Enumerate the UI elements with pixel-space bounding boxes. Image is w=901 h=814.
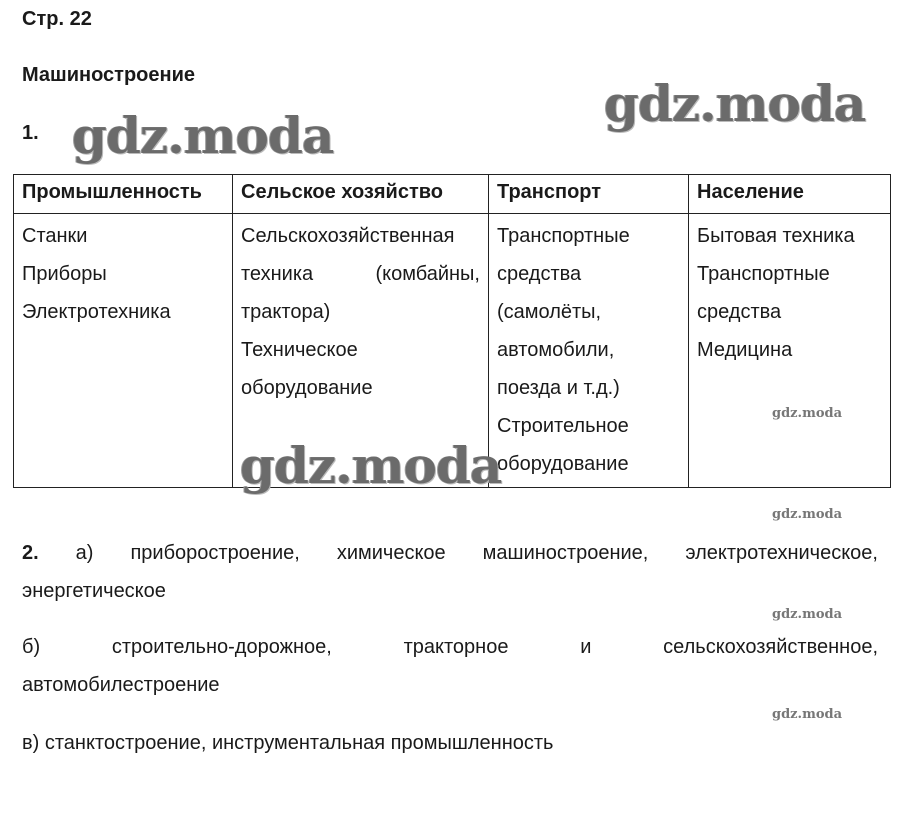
cell-line: средства [497,263,582,285]
cell-line: Строительное [497,415,629,437]
watermark-logo: gdz.moda [240,436,502,495]
column-header: Сельское хозяйство [233,175,489,214]
task-2-number: 2. [22,542,39,564]
column-header: Население [689,175,891,214]
cell-word: (комбайны, [375,263,480,285]
cell-line: средства [697,301,782,323]
cell-population [689,214,891,488]
cell-line: автомобили, [497,339,615,361]
cell-line: трактора) [241,301,331,323]
table-header-row [14,175,891,214]
cell-line: Бытовая техника [697,225,855,247]
watermark-small: gdz.moda [772,507,843,522]
answer-word: машиностроение, [482,542,649,564]
cell-word: техника [241,263,314,285]
page-number: Стр. 22 [22,8,92,30]
cell-transport [489,214,689,488]
watermark-small: gdz.moda [772,406,843,421]
cell-line: (самолёты, [497,301,602,323]
answer-word: и [580,636,592,658]
cell-line: Техническое [241,339,358,361]
answer-2b-line1 [22,628,878,666]
task-1-number: 1. [22,122,39,144]
cell-line: Электротехника [22,301,171,323]
answer-word: химическое [336,542,446,564]
cell-line: Медицина [697,339,793,361]
cell-line: Транспортные [497,225,630,247]
answer-word: сельскохозяйственное, [663,636,878,658]
cell-line: Сельскохозяйственная [241,225,455,247]
answer-2a-line1 [22,534,878,572]
answer-2a-line2: энергетическое [22,580,166,602]
watermark-logo: gdz.moda [604,74,866,133]
cell-line: Приборы [22,263,107,285]
answer-word: электротехническое, [685,542,878,564]
cell-line: Транспортные [697,263,830,285]
watermark-small: gdz.moda [772,707,843,722]
section-heading: Машиностроение [22,64,195,86]
cell-line: оборудование [241,377,373,399]
answer-word: а) [75,542,94,564]
column-header: Промышленность [14,175,233,214]
answer-2c: в) станктостроение, инструментальная промышленность [22,732,554,754]
watermark-small: gdz.moda [772,607,843,622]
answer-word: строительно-дорожное, [111,636,332,658]
cell-line [241,255,480,293]
answer-word: приборостроение, [130,542,300,564]
cell-line: Станки [22,225,88,247]
answer-word: б) [22,636,41,658]
column-header: Транспорт [489,175,689,214]
watermark-logo: gdz.moda [72,106,334,165]
answer-word: тракторное [403,636,509,658]
cell-line: поезда и т.д.) [497,377,620,399]
cell-industry [14,214,233,488]
cell-line: оборудование [497,453,629,475]
answer-2b-line2: автомобилестроение [22,674,220,696]
